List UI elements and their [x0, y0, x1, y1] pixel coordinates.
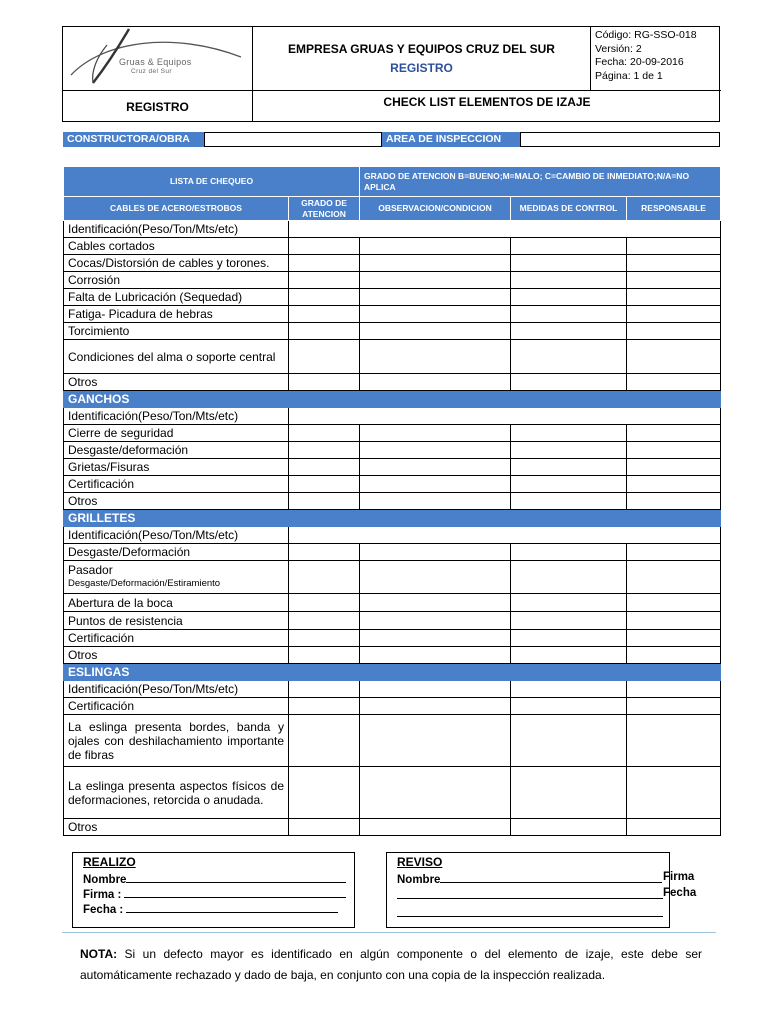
realizo-fecha-field[interactable]	[83, 902, 338, 916]
grado-cell[interactable]	[289, 819, 360, 836]
grado-cell[interactable]	[289, 698, 360, 715]
responsable-cell[interactable]	[627, 612, 721, 630]
medidas-cell[interactable]	[511, 476, 627, 493]
grado-cell[interactable]	[289, 594, 360, 612]
document-header	[62, 26, 720, 122]
section-title: ESLINGAS	[64, 664, 721, 681]
table-row	[64, 340, 721, 374]
medidas-cell[interactable]	[511, 374, 627, 391]
item-label: Certificación	[64, 476, 289, 493]
item-label: Identificación(Peso/Ton/Mts/etc)	[64, 527, 289, 544]
item-label: Identificación(Peso/Ton/Mts/etc)	[64, 408, 289, 425]
grado-cell[interactable]	[289, 459, 360, 476]
item-label: Cables cortados	[64, 238, 289, 255]
realizo-fecha-line[interactable]	[126, 902, 338, 913]
observacion-cell[interactable]	[360, 715, 511, 767]
reviso-nombre-field[interactable]	[397, 872, 662, 886]
item-label: Otros	[64, 647, 289, 664]
observacion-cell[interactable]	[360, 698, 511, 715]
realizo-box	[72, 852, 355, 928]
table-row	[64, 493, 721, 510]
medidas-cell[interactable]	[511, 544, 627, 561]
item-label: Torcimiento	[64, 323, 289, 340]
input-cell[interactable]	[289, 221, 721, 238]
item-label: Cierre de seguridad	[64, 425, 289, 442]
responsable-cell[interactable]	[627, 374, 721, 391]
grado-cell[interactable]	[289, 306, 360, 323]
responsable-cell[interactable]	[627, 698, 721, 715]
grado-cell[interactable]	[289, 340, 360, 374]
item-label: Cocas/Distorsión de cables y torones.	[64, 255, 289, 272]
section-title: GANCHOS	[64, 391, 721, 408]
realizo-title: REALIZO	[83, 855, 136, 869]
realizo-firma-line[interactable]	[124, 887, 346, 898]
item-label: La eslinga presenta aspectos físicos de deformaciones, retorcida o anudada.	[64, 767, 289, 819]
medidas-cell[interactable]	[511, 819, 627, 836]
section-header-eslingas	[64, 664, 721, 681]
grado-cell[interactable]	[289, 238, 360, 255]
realizo-firma-field[interactable]	[83, 887, 346, 901]
medidas-cell[interactable]	[511, 238, 627, 255]
medidas-cell[interactable]	[511, 647, 627, 664]
item-label: Condiciones del alma o soporte central	[64, 340, 289, 374]
doc-control-cell	[591, 27, 721, 90]
item-label: Corrosión	[64, 272, 289, 289]
table-row	[64, 767, 721, 819]
medidas-cell[interactable]	[511, 681, 627, 698]
section-header-grilletes	[64, 510, 721, 527]
observacion-cell[interactable]	[360, 647, 511, 664]
reviso-firma-line[interactable]	[397, 898, 663, 899]
item-label: Identificación(Peso/Ton/Mts/etc)	[64, 681, 289, 698]
table-row	[64, 238, 721, 255]
table-row	[64, 612, 721, 630]
observacion-cell[interactable]	[360, 630, 511, 647]
observacion-cell[interactable]	[360, 255, 511, 272]
doc-type: REGISTRO	[390, 61, 453, 75]
observacion-cell[interactable]	[360, 425, 511, 442]
responsable-cell[interactable]	[627, 647, 721, 664]
divider	[62, 932, 716, 933]
responsable-cell[interactable]	[627, 561, 721, 594]
item-label: Certificación	[64, 630, 289, 647]
table-row	[64, 647, 721, 664]
observacion-cell[interactable]	[360, 493, 511, 510]
table-row	[64, 374, 721, 391]
observacion-cell[interactable]	[360, 442, 511, 459]
responsable-cell[interactable]	[627, 630, 721, 647]
input-cell[interactable]	[289, 408, 721, 425]
responsable-cell[interactable]	[627, 425, 721, 442]
medidas-cell[interactable]	[511, 493, 627, 510]
area-field[interactable]	[520, 132, 720, 147]
grado-cell[interactable]	[289, 255, 360, 272]
responsable-cell[interactable]	[627, 238, 721, 255]
table-row	[64, 681, 721, 698]
reviso-nombre-label: Nombre	[397, 874, 441, 886]
item-label: Otros	[64, 819, 289, 836]
medidas-cell[interactable]	[511, 306, 627, 323]
item-label: Falta de Lubricación (Sequedad)	[64, 289, 289, 306]
area-label: AREA DE INSPECCION	[382, 132, 520, 147]
realizo-firma-label: Firma :	[83, 889, 122, 901]
table-row	[64, 544, 721, 561]
medidas-cell[interactable]	[511, 272, 627, 289]
responsable-cell[interactable]	[627, 340, 721, 374]
responsable-cell[interactable]	[627, 323, 721, 340]
grado-cell[interactable]	[289, 289, 360, 306]
medidas-cell[interactable]	[511, 630, 627, 647]
medidas-cell[interactable]	[511, 715, 627, 767]
item-label: Abertura de la boca	[64, 594, 289, 612]
realizo-fecha-label: Fecha :	[83, 904, 124, 916]
title-cell	[253, 27, 591, 90]
item-label: Grietas/Fisuras	[64, 459, 289, 476]
item-label: Otros	[64, 493, 289, 510]
item-label: Pasador	[68, 563, 113, 577]
lista-chequeo-header: LISTA DE CHEQUEO	[64, 167, 360, 197]
realizo-nombre-field[interactable]	[83, 872, 346, 886]
table-row	[64, 594, 721, 612]
medidas-cell[interactable]	[511, 442, 627, 459]
medidas-cell[interactable]	[511, 767, 627, 819]
col-cables: CABLES DE ACERO/ESTROBOS	[64, 197, 289, 221]
medidas-cell[interactable]	[511, 425, 627, 442]
responsable-cell[interactable]	[627, 442, 721, 459]
observacion-cell[interactable]	[360, 306, 511, 323]
observacion-cell[interactable]	[360, 374, 511, 391]
grado-cell[interactable]	[289, 425, 360, 442]
responsable-cell[interactable]	[627, 819, 721, 836]
observacion-cell[interactable]	[360, 340, 511, 374]
table-row	[64, 698, 721, 715]
doc-date: Fecha: 20-09-2016	[595, 56, 684, 68]
item-label: Fatiga- Picadura de hebras	[64, 306, 289, 323]
doc-version: Versión: 2	[595, 42, 642, 55]
observacion-cell[interactable]	[360, 767, 511, 819]
table-row	[64, 323, 721, 340]
table-row	[64, 561, 721, 594]
observacion-cell[interactable]	[360, 272, 511, 289]
doc-page: Página: 1 de 1	[595, 69, 663, 82]
responsable-cell[interactable]	[627, 476, 721, 493]
grado-cell[interactable]	[289, 715, 360, 767]
reviso-nombre-line[interactable]	[440, 872, 662, 883]
observacion-cell[interactable]	[360, 594, 511, 612]
responsable-cell[interactable]	[627, 272, 721, 289]
table-header-row	[64, 167, 721, 197]
doc-code: Código: RG-SSO-018	[595, 29, 697, 41]
table-row	[64, 442, 721, 459]
responsable-cell[interactable]	[627, 715, 721, 767]
medidas-cell[interactable]	[511, 459, 627, 476]
nota-label: NOTA:	[80, 947, 118, 961]
observacion-cell[interactable]	[360, 561, 511, 594]
table-row	[64, 715, 721, 767]
item-label: Certificación	[64, 698, 289, 715]
responsable-cell[interactable]	[627, 767, 721, 819]
section-header-ganchos	[64, 391, 721, 408]
nota-text: Si un defecto mayor es identificado en algún componente o del elemento de izaje, este debe ser automáticamente rechazado y dado de baja, en conjunto con una copia de la inspección realizada.	[80, 947, 702, 982]
item-sublabel: Desgaste/Deformación/Estiramiento	[68, 578, 221, 589]
observacion-cell[interactable]	[360, 238, 511, 255]
col-observacion: OBSERVACION/CONDICION	[360, 197, 511, 221]
realizo-nombre-line[interactable]	[126, 872, 346, 883]
column-header-row	[64, 197, 721, 221]
col-grado: GRADO DE ATENCION	[289, 197, 360, 221]
observacion-cell[interactable]	[360, 681, 511, 698]
table-row	[64, 289, 721, 306]
table-row	[64, 408, 721, 425]
responsable-cell[interactable]	[627, 255, 721, 272]
responsable-cell[interactable]	[627, 544, 721, 561]
reviso-fecha-label: Fecha	[663, 887, 697, 899]
responsable-cell[interactable]	[627, 681, 721, 698]
item-label: Otros	[64, 374, 289, 391]
observacion-cell[interactable]	[360, 612, 511, 630]
observacion-cell[interactable]	[360, 289, 511, 306]
item-label: Identificación(Peso/Ton/Mts/etc)	[64, 221, 289, 238]
col-medidas: MEDIDAS DE CONTROL	[511, 197, 627, 221]
grado-cell[interactable]	[289, 647, 360, 664]
reviso-firma-label: Firma	[663, 871, 695, 883]
grado-cell[interactable]	[289, 374, 360, 391]
constructora-field[interactable]	[204, 132, 382, 147]
reviso-title: REVISO	[397, 855, 443, 869]
responsable-cell[interactable]	[627, 493, 721, 510]
item-label: Desgaste/deformación	[64, 442, 289, 459]
grado-cell[interactable]	[289, 630, 360, 647]
table-row	[64, 527, 721, 544]
responsable-cell[interactable]	[627, 459, 721, 476]
input-cell[interactable]	[289, 527, 721, 544]
item-label: Desgaste/Deformación	[64, 544, 289, 561]
section-title: GRILLETES	[64, 510, 721, 527]
logo-cell	[63, 27, 253, 90]
item-label: Puntos de resistencia	[64, 612, 289, 630]
company-name: EMPRESA GRUAS Y EQUIPOS CRUZ DEL SUR	[288, 42, 555, 56]
constructora-label: CONSTRUCTORA/OBRA	[63, 132, 204, 147]
table-row	[64, 630, 721, 647]
medidas-cell[interactable]	[511, 289, 627, 306]
reviso-box	[386, 852, 670, 928]
observacion-cell[interactable]	[360, 323, 511, 340]
responsable-cell[interactable]	[627, 289, 721, 306]
logo-text-line1: Gruas & Equipos	[119, 57, 192, 67]
grado-cell[interactable]	[289, 493, 360, 510]
grado-cell[interactable]	[289, 544, 360, 561]
table-row	[64, 272, 721, 289]
table-row	[64, 255, 721, 272]
observacion-cell[interactable]	[360, 476, 511, 493]
observacion-cell[interactable]	[360, 544, 511, 561]
table-row	[64, 306, 721, 323]
medidas-cell[interactable]	[511, 323, 627, 340]
table-row	[64, 221, 721, 238]
medidas-cell[interactable]	[511, 340, 627, 374]
table-row	[64, 459, 721, 476]
col-responsable: RESPONSABLE	[627, 197, 721, 221]
grado-cell[interactable]	[289, 681, 360, 698]
realizo-nombre-label: Nombre	[83, 874, 127, 886]
checklist-table	[63, 166, 721, 836]
table-row	[64, 425, 721, 442]
responsable-cell[interactable]	[627, 306, 721, 323]
medidas-cell[interactable]	[511, 612, 627, 630]
medidas-cell[interactable]	[511, 698, 627, 715]
item-label-pasador	[64, 561, 289, 594]
medidas-cell[interactable]	[511, 255, 627, 272]
reviso-fecha-line[interactable]	[397, 916, 663, 917]
grado-cell[interactable]	[289, 767, 360, 819]
item-label: La eslinga presenta bordes, banda y ojales con deshilachamiento importante de fibras	[64, 715, 289, 767]
form-title: CHECK LIST ELEMENTOS DE IZAJE	[253, 90, 721, 122]
grado-cell[interactable]	[289, 323, 360, 340]
logo-text-line2: Cruz del Sur	[131, 68, 172, 75]
medidas-cell[interactable]	[511, 561, 627, 594]
nota	[80, 944, 702, 986]
medidas-cell[interactable]	[511, 594, 627, 612]
grado-cell[interactable]	[289, 612, 360, 630]
observacion-cell[interactable]	[360, 819, 511, 836]
responsable-cell[interactable]	[627, 594, 721, 612]
grado-legend: GRADO DE ATENCION B=BUENO;M=MALO; C=CAMBIO DE INMEDIATO;N/A=NO APLICA	[360, 167, 721, 197]
grado-cell[interactable]	[289, 476, 360, 493]
table-row	[64, 476, 721, 493]
registro-label: REGISTRO	[63, 90, 253, 122]
grado-cell[interactable]	[289, 442, 360, 459]
observacion-cell[interactable]	[360, 459, 511, 476]
grado-cell[interactable]	[289, 272, 360, 289]
grado-cell[interactable]	[289, 561, 360, 594]
table-row	[64, 819, 721, 836]
